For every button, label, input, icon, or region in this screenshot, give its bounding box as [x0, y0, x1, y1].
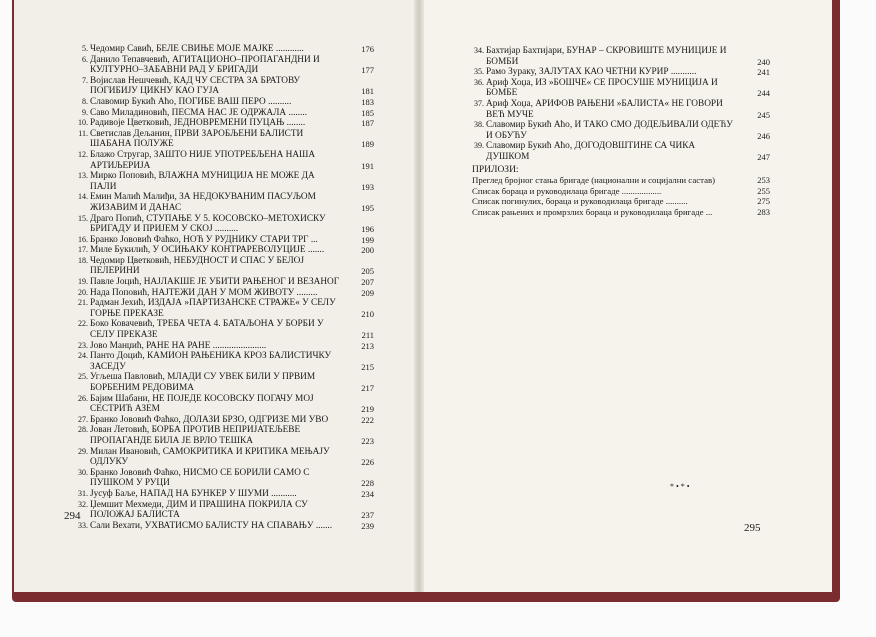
entry-number: 18. — [78, 255, 88, 265]
appendix-page-number: 275 — [757, 196, 770, 207]
appendix-page-number: 255 — [757, 185, 770, 196]
appendix-entry — [472, 186, 770, 197]
toc-entry — [472, 99, 770, 120]
entry-title: Радман Јехић, ИЗДАЈА »ПАРТИЗАНСКЕ СТРАЖЕ« У СЕЛУ ГОРЊЕ ПРЕКАЗЕ — [90, 298, 336, 319]
entry-number: 9. — [82, 107, 88, 117]
appendix-title: Списак рањених и промрзлих бораца и руководилаца бригаде ... — [472, 206, 713, 217]
toc-entry — [76, 415, 374, 426]
entry-page-number: 234 — [361, 488, 374, 499]
toc-entry — [76, 288, 374, 299]
toc-entry — [76, 97, 374, 108]
entry-number: 6. — [82, 54, 88, 64]
toc-entry — [472, 46, 770, 67]
entry-title: Саво Миладиновић, ПЕСМА НАС ЈЕ ОДРЖАЛА ........ — [90, 107, 308, 118]
toc-entry — [76, 372, 374, 393]
toc-entry — [76, 235, 374, 246]
entry-number: 30. — [78, 467, 88, 477]
entry-number: 29. — [78, 446, 88, 456]
entry-title: Панто Доцић, КАМИОН РАЊЕНИКА КРОЗ БАЛИСТИЧКУ ЗАСЕДУ — [90, 351, 332, 372]
entry-number: 15. — [78, 213, 88, 223]
entry-page-number: 176 — [361, 44, 374, 54]
entry-number: 38. — [474, 120, 484, 130]
entry-page-number: 195 — [361, 202, 374, 213]
entry-page-number: 247 — [757, 151, 770, 162]
entry-page-number: 191 — [361, 160, 374, 171]
entry-title: Павле Јоцић, НАЈЛАКШЕ ЈЕ УБИТИ РАЊЕНОГ И ВЕЗАНОГ — [90, 277, 340, 288]
entry-title: Рамо Зураку, ЗАЛУТАХ КАО ЧЕТНИ КУРИР ........... — [486, 67, 697, 78]
entry-title: Блажо Стругар, ЗАШТО НИЈЕ УПОТРЕБЉЕНА НАША АРТИЉЕРИЈА — [90, 149, 316, 171]
entry-title: Радивоје Цветковић, ЈЕДНОВРЕМЕНИ ПУЦАЊ ........ — [90, 118, 306, 129]
entry-page-number: 241 — [757, 67, 770, 78]
entry-title: Мирко Поповић, ВЛАЖНА МУНИЦИЈА НЕ МОЖЕ ДА ПАЛИ — [90, 171, 315, 192]
entry-number: 17. — [78, 245, 88, 255]
entry-number: 5. — [82, 44, 88, 53]
entry-title: Боко Ковачевић, ТРЕБА ЧЕТА 4. БАТАЉОНА У БОРБИ У СЕЛУ ПРЕКАЗЕ — [90, 319, 324, 341]
entry-title: Бранко Јововић Фаћко, ДОЛАЗИ БРЗО, ОДГРИЗЕ МИ УВО — [90, 414, 329, 425]
entry-number: 23. — [78, 340, 88, 350]
entry-number: 26. — [78, 393, 88, 403]
entry-title: Бранко Јововић Фаћко, НОЋ У РУДНИКУ СТАРИ ТРГ ... — [90, 234, 318, 245]
entry-page-number: 223 — [361, 435, 374, 446]
appendix-page-number: 253 — [757, 175, 770, 186]
entry-title: Данило Тепавчевић, АГИТАЦИОНО–ПРОПАГАНДНИ И КУЛТУРНО–ЗАБАВНИ РАД У БРИГАДИ — [90, 54, 320, 76]
entry-title: Јован Летовић, БОРБА ПРОТИВ НЕПРИЈАТЕЉЕВЕ ПРОПАГАНДЕ БИЛА ЈЕ ВРЛО ТЕШКА — [90, 425, 301, 446]
entry-title: Славомир Букић Аћо, И ТАКО СМО ДОДЕЉИВАЛИ ОДЕЋУ И ОБУЋУ — [486, 120, 733, 141]
toc-entry — [76, 150, 374, 171]
entry-title: Јово Манџић, РАНЕ НА РАНЕ ....................... — [90, 340, 267, 351]
entry-title: Бајим Шабани, НЕ ПОЈЕДЕ КОСОВСКУ ПОГАЧУ МОЈ СЕСТРИЋ АЗЕМ — [90, 393, 314, 415]
toc-entry — [472, 120, 770, 141]
entry-page-number: 226 — [361, 457, 374, 468]
entry-title: Јусуф Баље, НАПАД НА БУНКЕР У ШУМИ ........... — [90, 488, 297, 499]
entry-title: Ариф Хоџа, АРИФОВ РАЊЕНИ »БАЛИСТА« НЕ ГОВОРИ ВЕЋ МУЧЕ — [486, 98, 723, 120]
entry-number: 35. — [474, 67, 484, 77]
toc-entry — [76, 256, 374, 277]
entry-number: 21. — [78, 298, 88, 308]
appendix-entry — [472, 207, 770, 218]
entry-page-number: 183 — [361, 96, 374, 107]
entry-number: 14. — [78, 192, 88, 202]
toc-entry — [76, 319, 374, 340]
entry-page-number: 185 — [361, 107, 374, 118]
entry-page-number: 215 — [361, 361, 374, 372]
toc-entry — [76, 214, 374, 235]
entry-title: Ариф Хоџа, ИЗ »БОШЧЕ« СЕ ПРОСУШЕ МУНИЦИЈА И БОМБЕ — [486, 77, 718, 99]
entry-number: 34. — [474, 46, 484, 55]
entry-page-number: 209 — [361, 287, 374, 298]
entry-number: 20. — [78, 287, 88, 297]
entry-page-number: 211 — [361, 330, 374, 341]
entry-page-number: 210 — [361, 308, 374, 319]
entry-page-number: 200 — [361, 245, 374, 256]
entry-number: 10. — [78, 118, 88, 128]
entry-page-number: 196 — [361, 224, 374, 235]
entry-page-number: 199 — [361, 234, 374, 245]
toc-entry — [76, 447, 374, 468]
entry-title: Бахтијар Бахтијари, БУНАР – СКРОВИШТЕ МУНИЦИЈЕ И БОМБИ — [486, 46, 727, 67]
entry-number: 16. — [78, 234, 88, 244]
toc-entry — [76, 489, 374, 500]
toc-entry — [76, 44, 374, 55]
entry-title: Славомир Букић Аћо, ДОГОДОВШТИНЕ СА ЧИКА ДУШКОМ — [486, 141, 696, 162]
toc-entry — [472, 141, 770, 162]
entry-page-number: 213 — [361, 340, 374, 351]
toc-entry — [76, 118, 374, 129]
entry-title: Војислав Нешчевић, КАД ЧУ СЕСТРА ЗА БРАТОВУ ПОГИБИЈУ ЦИКНУ КАО ГУЈА — [90, 75, 300, 97]
entry-title: Светислав Дељанин, ПРВИ ЗАРОБЉЕНИ БАЛИСТИ ШАБАНА ПОЛУЖЕ — [90, 128, 304, 150]
entry-page-number: 245 — [757, 109, 770, 120]
entry-number: 28. — [78, 425, 88, 435]
entry-number: 32. — [78, 499, 88, 509]
toc-entry — [76, 468, 374, 489]
entry-title: Нада Поповић, НАЈТЕЖИ ДАН У МОМ ЖИВОТУ ......... — [90, 287, 318, 298]
entry-page-number: 244 — [757, 88, 770, 99]
toc-entry — [76, 298, 374, 319]
entry-page-number: 228 — [361, 478, 374, 489]
entry-page-number: 237 — [361, 510, 374, 521]
entry-title: Бранко Јововић Фаћко, НИСМО СЕ БОРИЛИ САМО С ПУШКОМ У РУЦИ — [90, 467, 310, 489]
entry-page-number: 181 — [361, 86, 374, 97]
toc-entry — [76, 192, 374, 213]
appendix-title: Списак погинулих, бораца и руководилаца бригаде .......... — [472, 196, 688, 207]
entry-page-number: 207 — [361, 277, 374, 288]
appendix-heading: ПРИЛОЗИ: — [472, 164, 519, 175]
entry-number: 8. — [82, 96, 88, 106]
entry-page-number: 177 — [361, 65, 374, 76]
entry-number: 27. — [78, 414, 88, 424]
entry-number: 36. — [474, 77, 484, 87]
entry-page-number: 189 — [361, 139, 374, 150]
entry-page-number: 246 — [757, 130, 770, 141]
toc-entry — [76, 76, 374, 97]
page-number-left: 294 — [64, 510, 81, 522]
book-gutter — [414, 0, 424, 592]
toc-entry — [76, 521, 374, 532]
entry-number: 25. — [78, 372, 88, 382]
entry-title: Славомир Букић Аћо, ПОГИБЕ ВАШ ПЕРО .......... — [90, 96, 292, 107]
entry-page-number: 217 — [361, 383, 374, 393]
toc-entry — [76, 394, 374, 415]
toc-entry — [76, 129, 374, 150]
entry-number: 33. — [78, 520, 88, 530]
appendix-page-number: 283 — [757, 206, 770, 217]
toc-entry — [472, 67, 770, 78]
entry-page-number: 205 — [361, 266, 374, 277]
entry-title: Миле Букилић, У ОСИЊАКУ КОНТРАРЕВОЛУЦИЈЕ ....... — [90, 245, 325, 256]
entry-page-number: 239 — [361, 520, 374, 531]
entry-number: 11. — [78, 128, 88, 138]
entry-page-number: 219 — [361, 404, 374, 415]
entry-number: 7. — [82, 75, 88, 85]
toc-entry — [76, 341, 374, 352]
entry-title: Сали Вехати, УХВАТИСМО БАЛИСТУ НА СПАВАЊУ ....... — [90, 520, 333, 531]
entry-page-number: 222 — [361, 414, 374, 425]
entry-number: 39. — [474, 141, 484, 151]
toc-entry — [76, 500, 374, 521]
toc-entry — [76, 108, 374, 119]
entry-title: Емин Малић Малиђи, ЗА НЕДОКУВАНИМ ПАСУЉОМ ЖИЗАВИМ И ДАНАС — [90, 192, 316, 213]
entry-number: 37. — [474, 98, 484, 108]
entry-number: 24. — [78, 351, 88, 361]
toc-entry — [76, 171, 374, 192]
toc-right-list — [472, 46, 770, 218]
entry-number: 12. — [78, 149, 88, 159]
entry-title: Милан Ивановић, САМОКРИТИКА И КРИТИКА МЕЊАЈУ ОДЛУКУ — [90, 446, 330, 468]
appendix-entry — [472, 196, 770, 207]
entry-number: 22. — [78, 319, 88, 329]
toc-entry — [76, 425, 374, 446]
entry-number: 13. — [78, 171, 88, 181]
ornament: *•*• — [670, 482, 692, 491]
entry-number: 19. — [78, 277, 88, 287]
page-number-right: 295 — [744, 522, 761, 534]
entry-title: Чедомир Савић, БЕЛЕ СВИЊЕ МОЈЕ МАЈКЕ ............ — [90, 44, 304, 54]
entry-page-number: 240 — [757, 56, 770, 67]
entry-number: 31. — [78, 488, 88, 498]
entry-title: Џемшит Мехмеди, ДИМ И ПРАШИНА ПОКРИЛА СУ ПОЛОЖАЈ БАЛИСТА — [90, 499, 308, 521]
entry-title: Драго Попић, СТУПАЊЕ У 5. КОСОВСКО–МЕТОХИСКУ БРИГАДУ И ПРИЈЕМ У СКОЈ .......... — [90, 213, 326, 235]
toc-entry — [76, 245, 374, 256]
appendix-title: Списак бораца и руководилаца бригаде .................. — [472, 185, 662, 196]
entry-title: Чедомир Цветковић, НЕБУДНОСТ И СПАС У БЕЛОЈ ПЕЛЕРИНИ — [90, 255, 304, 277]
toc-left-list — [76, 44, 374, 531]
toc-entry — [472, 78, 770, 99]
toc-entry — [76, 55, 374, 76]
appendix-title: Преглед бројног стања бригаде (национални и социјални састав) — [472, 175, 716, 186]
entry-page-number: 187 — [361, 118, 374, 129]
toc-entry — [76, 351, 374, 372]
entry-page-number: 193 — [361, 181, 374, 192]
toc-entry — [76, 277, 374, 288]
entry-title: Угљеша Павловић, МЛАДИ СУ УВЕК БИЛИ У ПРВИМ БОРБЕНИМ РЕДОВИМА — [90, 372, 316, 393]
appendix-entry — [472, 175, 770, 186]
